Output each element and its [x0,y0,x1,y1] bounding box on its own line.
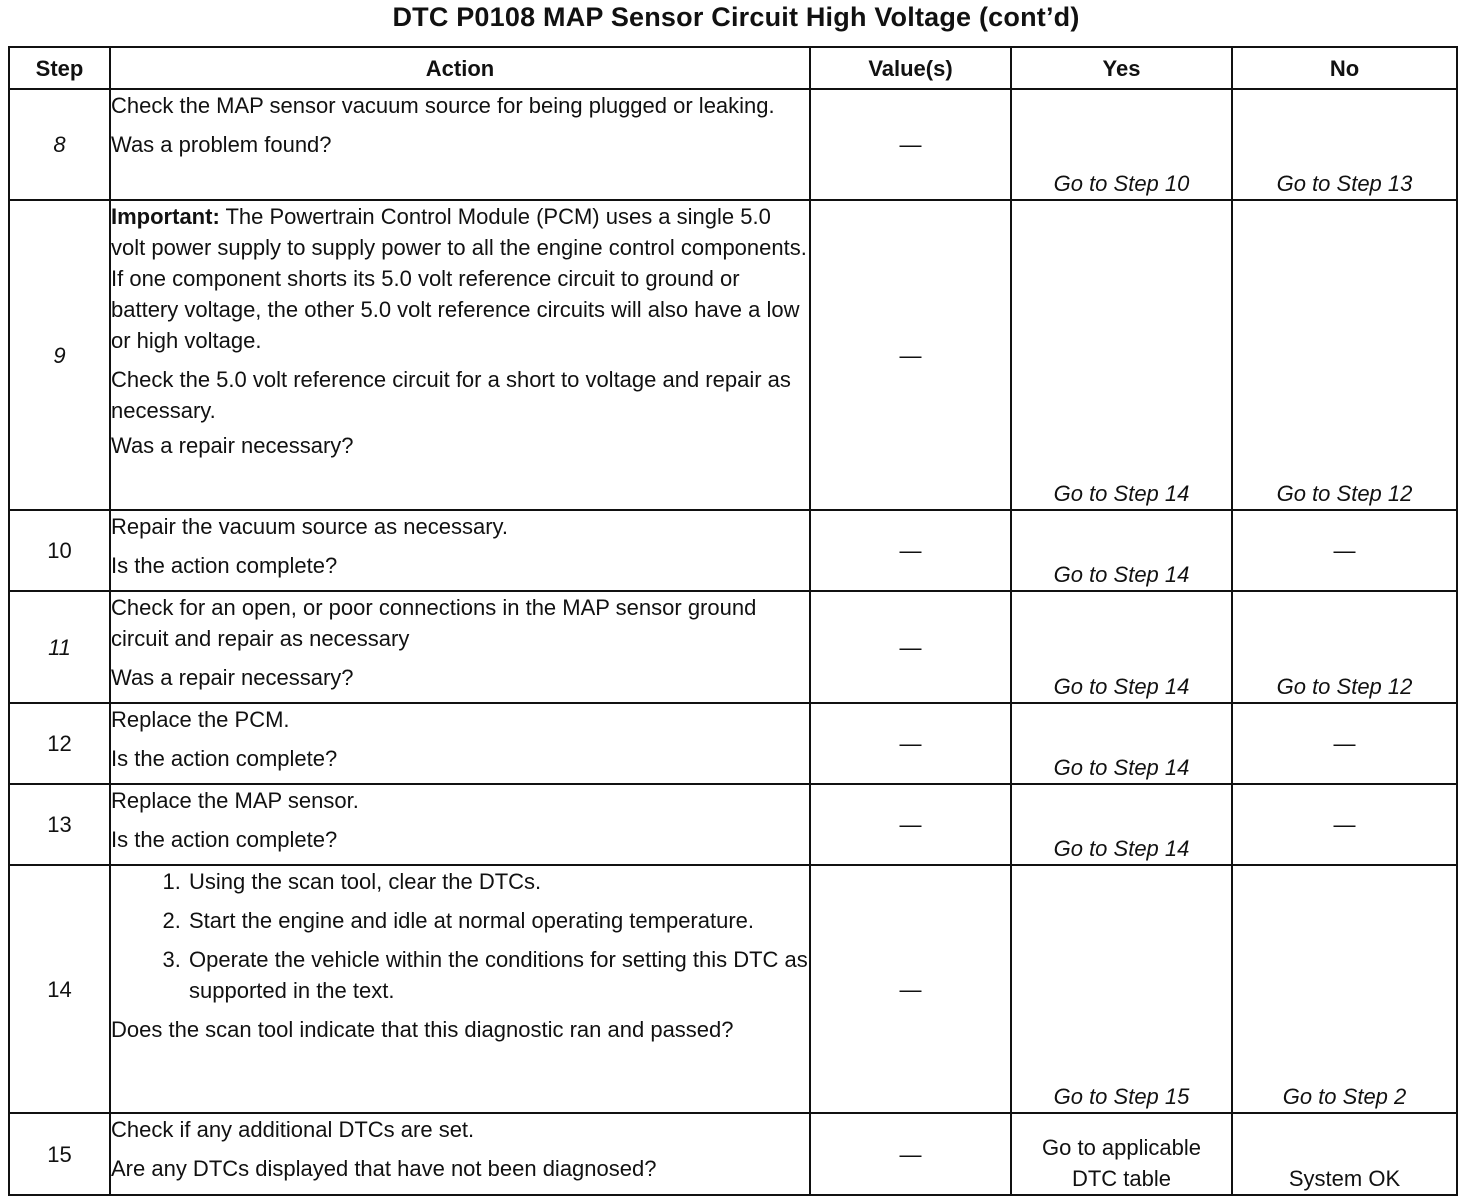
column-header-no: No [1232,47,1457,89]
action-cell [110,200,810,510]
table-row [9,200,1457,510]
no-result: Go to Step 12 [1232,591,1457,703]
step-number: 10 [9,510,110,591]
no-result: Go to Step 12 [1232,200,1457,510]
no-result: System OK [1232,1113,1457,1195]
action-cell [110,510,810,591]
list-item: 2. Start the engine and idle at normal operating temperature. [187,905,809,936]
yes-result: Go to Step 15 [1011,865,1232,1113]
action-text: Check for an open, or poor connections in the MAP sensor ground circuit and repair as necessary [111,595,757,651]
yes-result: Go to Step 14 [1011,591,1232,703]
table-row [9,1113,1457,1195]
action-question: Was a repair necessary? [111,433,354,458]
no-result: — [1232,784,1457,865]
step-number: 9 [9,200,110,510]
step-number: 15 [9,1113,110,1195]
value-cell: — [810,200,1011,510]
action-text: Check the 5.0 volt reference circuit for a short to voltage and repair as necessary. [111,367,791,423]
action-cell [110,89,810,200]
yes-result: Go to Step 10 [1011,89,1232,200]
diagnostic-table [8,46,1458,1196]
action-question: Does the scan tool indicate that this diagnostic ran and passed? [111,1017,734,1042]
table-row [9,703,1457,784]
step-number: 12 [9,703,110,784]
table-row [9,89,1457,200]
action-question: Are any DTCs displayed that have not been diagnosed? [111,1156,657,1181]
value-cell: — [810,703,1011,784]
column-header-values: Value(s) [810,47,1011,89]
action-text: Replace the MAP sensor. [111,788,359,813]
no-result: — [1232,703,1457,784]
action-text: Check the MAP sensor vacuum source for being plugged or leaking. [111,93,775,118]
action-question: Was a problem found? [111,132,332,157]
action-cell [110,1113,810,1195]
yes-result: Go to Step 14 [1011,784,1232,865]
action-question: Was a repair necessary? [111,665,354,690]
yes-result: Go to Step 14 [1011,510,1232,591]
list-item: 1. Using the scan tool, clear the DTCs. [187,866,809,897]
step-number: 13 [9,784,110,865]
action-cell [110,784,810,865]
value-cell: — [810,865,1011,1113]
action-question: Is the action complete? [111,827,338,852]
list-item: 3. Operate the vehicle within the conditions for setting this DTC as supported in the text. [187,944,809,1006]
important-note [111,201,809,356]
value-cell: — [810,1113,1011,1195]
page-title: DTC P0108 MAP Sensor Circuit High Voltage (cont’d) [392,2,1080,32]
no-result: Go to Step 2 [1232,865,1457,1113]
table-row [9,784,1457,865]
no-result: Go to Step 13 [1232,89,1457,200]
table-header-row [9,47,1457,89]
column-header-yes: Yes [1011,47,1232,89]
yes-result: Go to Step 14 [1011,200,1232,510]
action-cell [110,591,810,703]
step-number: 8 [9,89,110,200]
yes-result: Go to applicable DTC table [1011,1113,1232,1195]
action-text: Check if any additional DTCs are set. [111,1117,475,1142]
step-number: 14 [9,865,110,1113]
value-cell: — [810,784,1011,865]
no-result: — [1232,510,1457,591]
yes-result: Go to Step 14 [1011,703,1232,784]
action-cell [110,865,810,1113]
action-cell [110,703,810,784]
important-label: Important: [111,204,220,229]
action-text: Replace the PCM. [111,707,290,732]
step-number: 11 [9,591,110,703]
column-header-step: Step [9,47,110,89]
action-text: Repair the vacuum source as necessary. [111,514,508,539]
value-cell: — [810,591,1011,703]
table-row [9,510,1457,591]
table-row [9,865,1457,1113]
column-header-action: Action [110,47,810,89]
action-question: Is the action complete? [111,746,338,771]
value-cell: — [810,510,1011,591]
action-question: Is the action complete? [111,553,338,578]
value-cell: — [810,89,1011,200]
table-row [9,591,1457,703]
action-steps-list [147,866,809,1006]
important-text: The Powertrain Control Module (PCM) uses a single 5.0 volt power supply to supply power to all the engine control components. If one component shorts its 5.0 volt reference circuit to ground or battery voltage, the other 5.0 volt reference circuits will also have a low or high voltage. [111,204,807,353]
